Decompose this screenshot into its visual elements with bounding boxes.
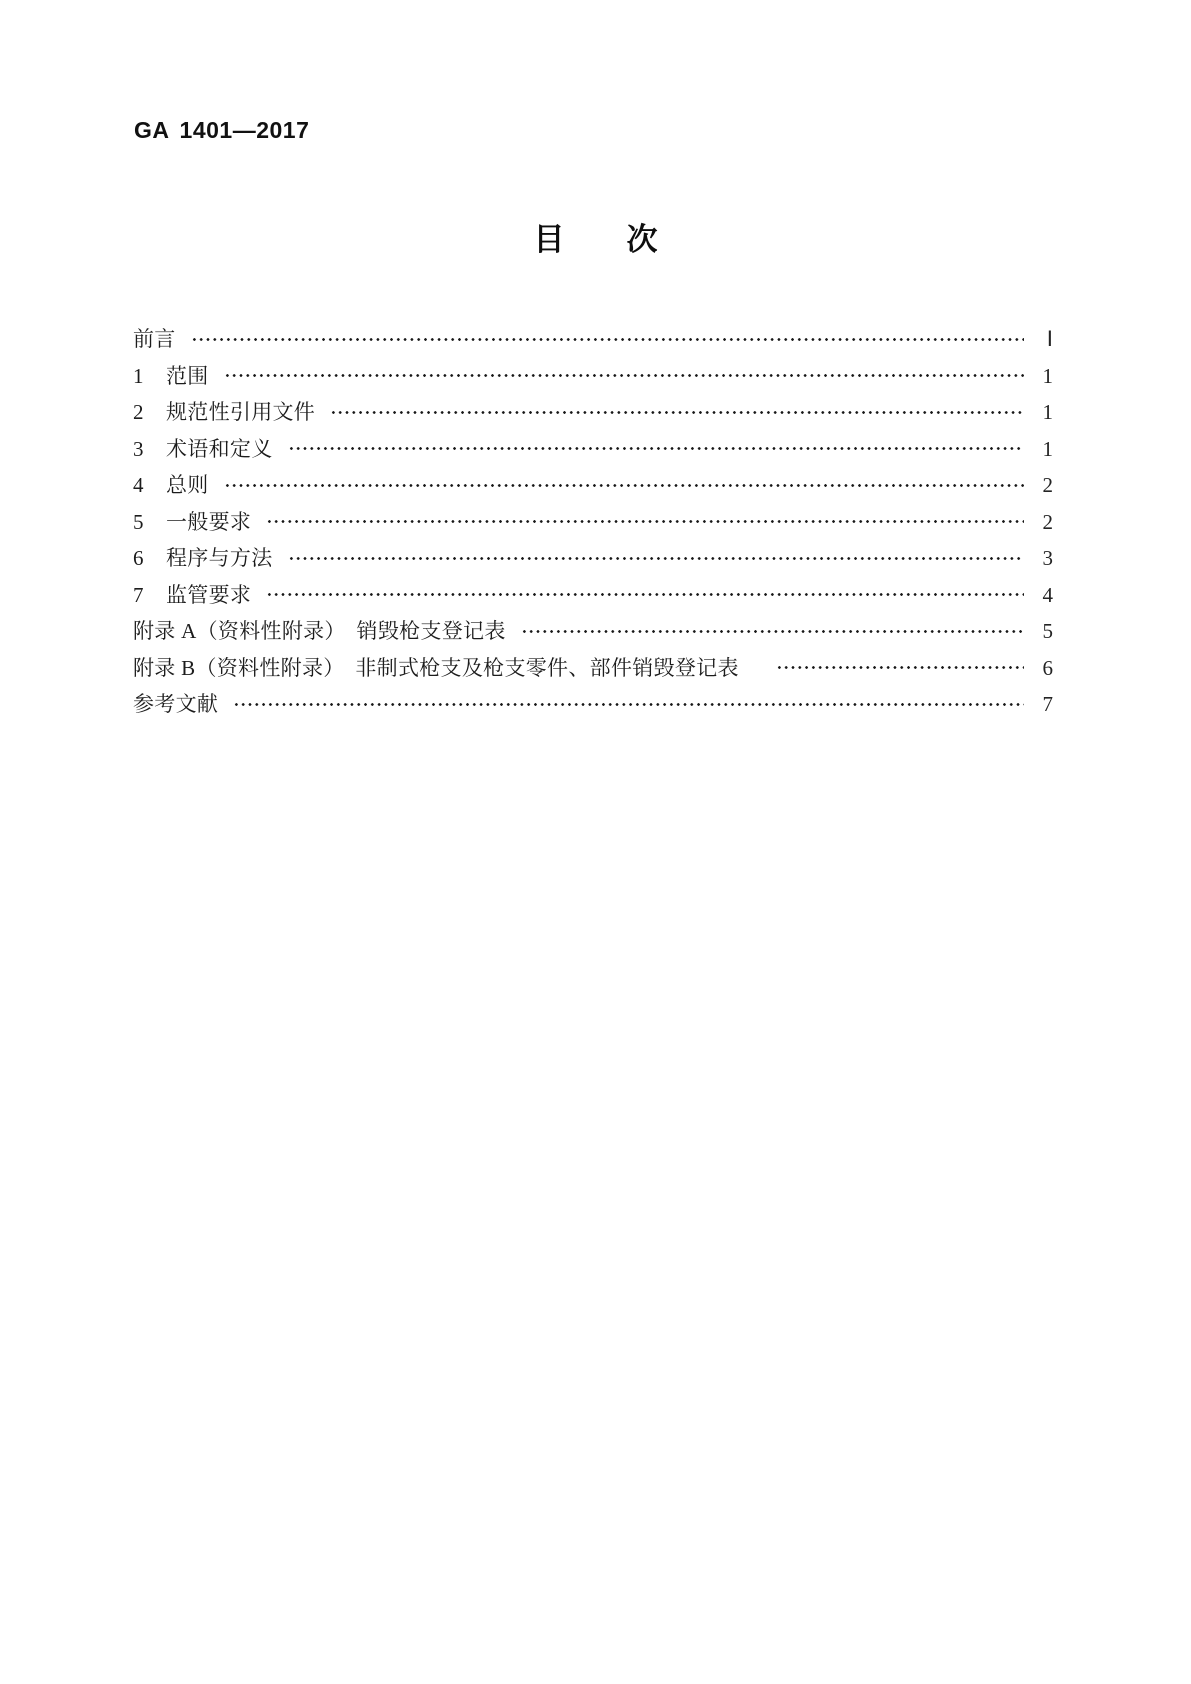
dotted-leader (521, 613, 1024, 650)
dotted-leader (224, 467, 1024, 504)
toc-entry-number: 1 (133, 363, 144, 388)
dotted-leader (776, 650, 1024, 687)
toc-entry-page: 7 (1042, 692, 1053, 716)
dotted-leader (266, 504, 1024, 541)
toc-entry-label: 附录 B（资料性附录） 非制式枪支及枪支零件、部件销毁登记表 (133, 655, 739, 680)
toc-entry-terms-definitions (133, 431, 1053, 468)
toc-entry-appendix-b (133, 650, 1053, 687)
toc-entry-label: 前言 (133, 327, 176, 351)
toc-entry-supervision-requirements (133, 577, 1053, 614)
toc-entry-general-principles (133, 467, 1053, 504)
toc-entry-label: 附录 A（资料性附录） 销毁枪支登记表 (133, 619, 506, 643)
dotted-leader (191, 321, 1024, 358)
dotted-leader (288, 431, 1025, 468)
toc-entry-procedures-methods (133, 540, 1053, 577)
toc-entry-page: 4 (1042, 582, 1053, 607)
toc-entry-page: 1 (1042, 436, 1053, 461)
table-of-contents (133, 321, 1053, 723)
toc-entry-page: 2 (1042, 509, 1053, 534)
toc-entry-label: 一般要求 (166, 509, 252, 534)
dotted-leader (266, 577, 1024, 614)
toc-entry-page: 1 (1042, 400, 1053, 424)
toc-entry-appendix-a (133, 613, 1053, 650)
standard-code: GA 1401—2017 (134, 117, 310, 143)
toc-entry-page: Ⅰ (1046, 327, 1053, 351)
toc-entry-general-requirements (133, 504, 1053, 541)
toc-entry-label: 范围 (166, 363, 209, 388)
toc-entry-number: 3 (133, 436, 144, 461)
toc-entry-number: 4 (133, 473, 144, 497)
dotted-leader (233, 686, 1024, 723)
toc-entry-number: 5 (133, 509, 144, 534)
toc-entry-scope (133, 358, 1053, 395)
toc-entry-page: 1 (1042, 363, 1053, 388)
toc-entry-normative-references (133, 394, 1053, 431)
toc-entry-label: 术语和定义 (166, 436, 273, 461)
toc-entry-page: 2 (1042, 473, 1053, 497)
toc-entry-references (133, 686, 1053, 723)
toc-entry-page: 5 (1042, 619, 1053, 643)
toc-entry-foreword (133, 321, 1053, 358)
toc-entry-label: 总则 (166, 473, 209, 497)
toc-entry-page: 3 (1042, 546, 1053, 570)
dotted-leader (330, 394, 1024, 431)
toc-entry-label: 参考文献 (133, 692, 219, 716)
toc-entry-number: 6 (133, 546, 144, 570)
toc-entry-label: 规范性引用文件 (166, 400, 316, 424)
toc-entry-label: 程序与方法 (166, 546, 273, 570)
toc-entry-page: 6 (1042, 655, 1053, 680)
toc-entry-number: 2 (133, 400, 144, 424)
toc-entry-number: 7 (133, 582, 144, 607)
page-title: 目 次 (533, 222, 658, 257)
dotted-leader (224, 358, 1024, 395)
dotted-leader (288, 540, 1025, 577)
toc-entry-label: 监管要求 (166, 582, 252, 607)
